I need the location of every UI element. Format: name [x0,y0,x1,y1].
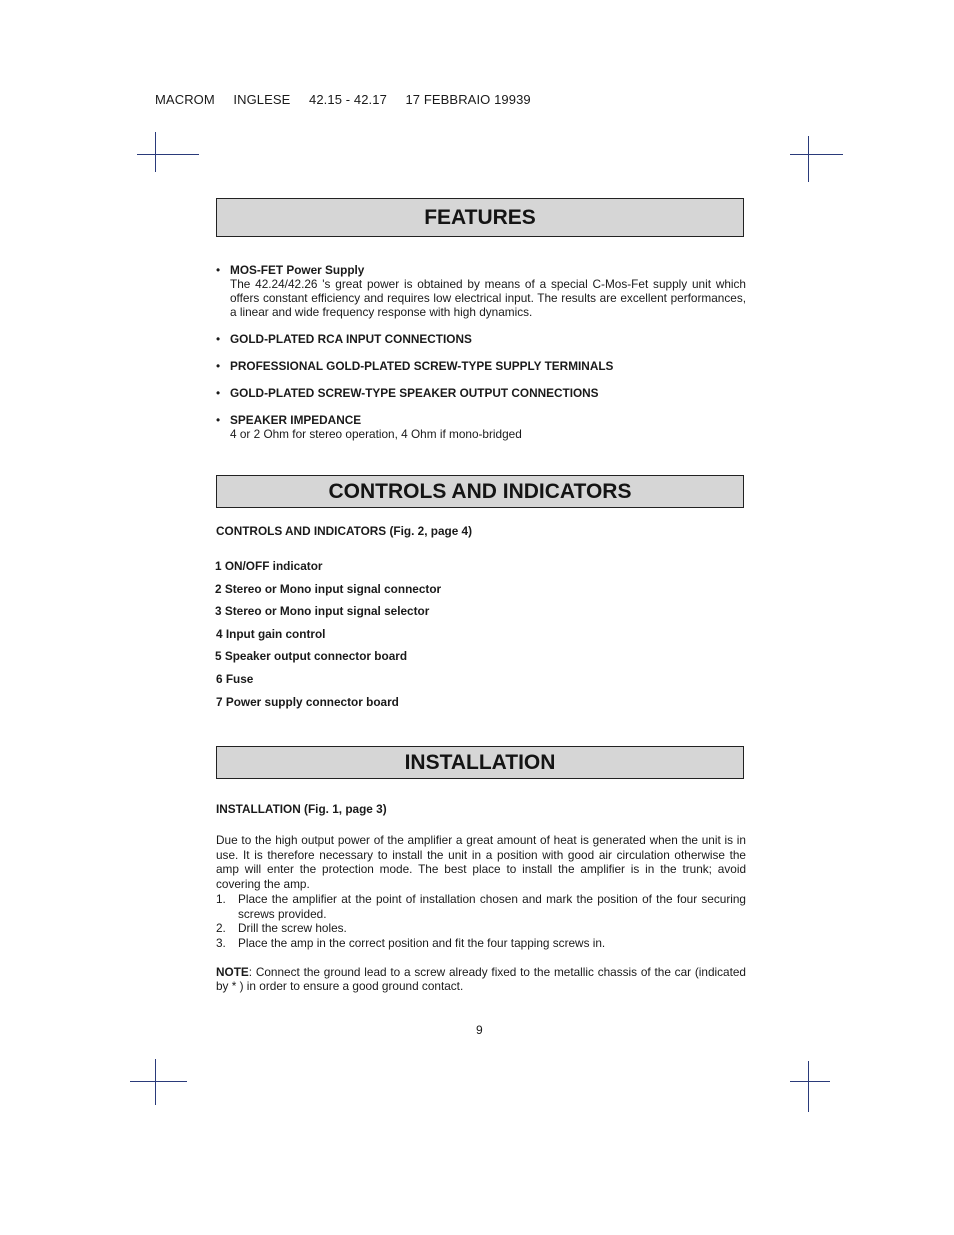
note-text: : Connect the ground lead to a screw already fixed to the metallic chassis of the car (indicated by * ) in order to ensure a good ground contact. [216,964,746,994]
feature-description: 4 or 2 Ohm for stereo operation, 4 Ohm if mono-bridged [230,427,522,441]
controls-list [215,558,441,716]
features-heading: FEATURES [216,198,744,237]
installation-step [216,892,746,921]
bullet-icon: • [216,386,221,400]
step-text: Place the amp in the correct position and fit the four tapping screws in. [238,935,606,950]
control-item: 4 Input gain control [216,626,326,641]
feature-item [216,263,746,319]
feature-description: The 42.24/42.26 's great power is obtained by means of a special C-Mos-Fet supply unit which offers constant efficiency and requires low electrical input. The results are excellent performances, a linear and wide frequency response with high dynamics. [230,277,746,319]
bullet-icon: • [216,332,221,346]
feature-item [216,359,746,373]
feature-item [216,386,746,400]
installation-step [216,921,746,936]
control-item: 1 ON/OFF indicator [215,559,323,573]
control-item: 2 Stereo or Mono input signal connector [215,581,442,596]
control-item: 6 Fuse [216,671,254,686]
feature-title: GOLD-PLATED SCREW-TYPE SPEAKER OUTPUT CONNECTIONS [230,386,599,400]
feature-item [216,332,746,346]
installation-steps [216,892,746,951]
feature-title: GOLD-PLATED RCA INPUT CONNECTIONS [230,332,472,346]
feature-title: MOS-FET Power Supply [230,263,365,277]
bullet-icon: • [216,413,221,427]
control-item: 7 Power supply connector board [216,694,399,709]
feature-title: SPEAKER IMPEDANCE [230,413,362,427]
controls-heading: CONTROLS AND INDICATORS [216,475,744,508]
step-number: 2. [216,921,226,936]
step-text: Drill the screw holes. [238,921,347,936]
note-label: NOTE [216,964,249,979]
controls-subtitle: CONTROLS AND INDICATORS (Fig. 2, page 4) [216,524,473,538]
step-number: 3. [216,935,226,950]
installation-body [216,833,746,994]
bullet-icon: • [216,263,221,277]
installation-note [216,965,746,994]
installation-subtitle: INSTALLATION (Fig. 1, page 3) [216,802,387,816]
page-number: 9 [476,1023,483,1037]
control-item: 5 Speaker output connector board [215,649,408,664]
document-header: MACROM INGLESE 42.15 - 42.17 17 FEBBRAIO 19939 [155,92,531,107]
control-item: 3 Stereo or Mono input signal selector [215,604,430,619]
bullet-icon: • [216,359,221,373]
feature-title: PROFESSIONAL GOLD-PLATED SCREW-TYPE SUPPLY TERMINALS [230,359,614,373]
installation-step [216,936,746,951]
feature-item [216,413,746,441]
installation-heading: INSTALLATION [216,746,744,779]
features-list [216,263,746,454]
installation-intro: Due to the high output power of the amplifier a great amount of heat is generated when the unit is in use. It is therefore necessary to install the unit in a position with good air circulation otherwise the amp will enter the protection mode. The best place to install the amplifier is in the trunk; avoid covering the amp. [216,833,746,892]
step-number: 1. [216,891,226,906]
step-text: Place the amplifier at the point of installation chosen and mark the position of the four securing screws provided. [238,891,746,921]
